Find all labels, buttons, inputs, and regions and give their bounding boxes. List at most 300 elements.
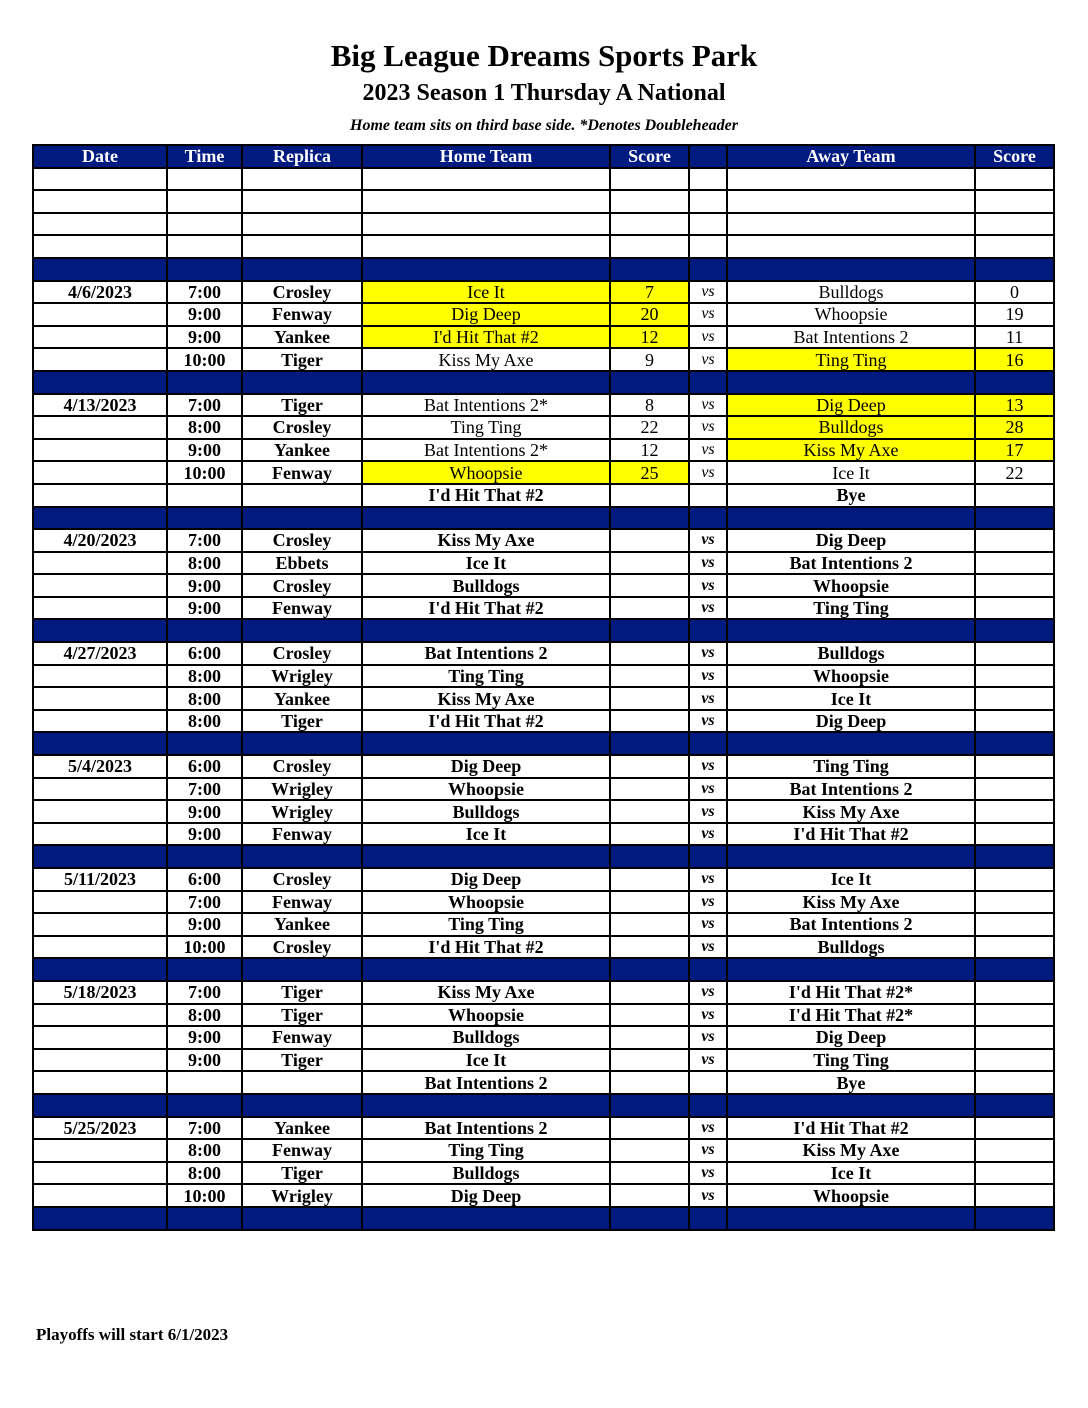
game-date: 5/18/2023: [33, 981, 167, 1004]
away-score: 16: [975, 348, 1054, 371]
away-team: Ice It: [727, 1162, 975, 1185]
vs-label: vs: [689, 348, 727, 371]
away-score: [975, 755, 1054, 778]
game-date: [33, 552, 167, 575]
away-score: [975, 484, 1054, 507]
home-score: [610, 1071, 689, 1094]
away-score: [975, 891, 1054, 914]
game-row: [33, 303, 1054, 326]
home-team: I'd Hit That #2: [362, 326, 610, 349]
home-team: Whoopsie: [362, 778, 610, 801]
schedule-note: Home team sits on third base side. *Denotes Doubleheader: [350, 117, 738, 134]
away-team: Whoopsie: [727, 1184, 975, 1207]
game-field: Yankee: [242, 1117, 362, 1140]
week-separator: [33, 258, 1054, 281]
game-date: [33, 1184, 167, 1207]
week-separator: [33, 732, 1054, 755]
away-score: [975, 597, 1054, 620]
game-time: 10:00: [167, 1184, 242, 1207]
home-team: Kiss My Axe: [362, 687, 610, 710]
vs-label: vs: [689, 281, 727, 304]
away-team: Ting Ting: [727, 755, 975, 778]
col-header-time: Time: [167, 145, 242, 168]
playoffs-note: Playoffs will start 6/1/2023: [36, 1325, 229, 1344]
col-header-away-score: Score: [975, 145, 1054, 168]
away-team: Whoopsie: [727, 574, 975, 597]
home-team: Bat Intentions 2: [362, 1117, 610, 1140]
vs-label: vs: [689, 461, 727, 484]
game-row: [33, 574, 1054, 597]
vs-label: vs: [689, 642, 727, 665]
vs-label: vs: [689, 936, 727, 959]
home-team: Bulldogs: [362, 800, 610, 823]
week-separator: [33, 958, 1054, 981]
away-score: [975, 1117, 1054, 1140]
home-team: Ice It: [362, 552, 610, 575]
game-row: [33, 484, 1054, 507]
game-date: [33, 484, 167, 507]
page-subtitle: 2023 Season 1 Thursday A National: [362, 80, 726, 106]
game-row: [33, 281, 1054, 304]
empty-row: [33, 168, 1054, 191]
game-row: [33, 597, 1054, 620]
home-score: [610, 687, 689, 710]
home-score: 25: [610, 461, 689, 484]
away-team: Ice It: [727, 687, 975, 710]
game-time: 9:00: [167, 303, 242, 326]
game-field: Crosley: [242, 755, 362, 778]
game-time: 9:00: [167, 1049, 242, 1072]
away-score: 22: [975, 461, 1054, 484]
away-score: [975, 868, 1054, 891]
game-time: 7:00: [167, 529, 242, 552]
game-time: 7:00: [167, 1117, 242, 1140]
home-team: Dig Deep: [362, 303, 610, 326]
away-team: Dig Deep: [727, 710, 975, 733]
away-score: [975, 913, 1054, 936]
away-score: [975, 1004, 1054, 1027]
away-team: Ice It: [727, 868, 975, 891]
home-team: Ice It: [362, 823, 610, 846]
game-date: [33, 1162, 167, 1185]
home-team: Bat Intentions 2*: [362, 394, 610, 417]
away-score: 0: [975, 281, 1054, 304]
vs-label: vs: [689, 1139, 727, 1162]
game-row: [33, 1004, 1054, 1027]
game-time: 9:00: [167, 800, 242, 823]
home-score: 7: [610, 281, 689, 304]
away-team: Dig Deep: [727, 394, 975, 417]
vs-label: vs: [689, 552, 727, 575]
away-score: [975, 1026, 1054, 1049]
game-row: [33, 348, 1054, 371]
home-team: Whoopsie: [362, 891, 610, 914]
home-score: [610, 1162, 689, 1185]
game-row: [33, 1049, 1054, 1072]
home-score: [610, 484, 689, 507]
game-row: [33, 1026, 1054, 1049]
game-field: Wrigley: [242, 1184, 362, 1207]
game-field: Fenway: [242, 1026, 362, 1049]
away-team: I'd Hit That #2*: [727, 1004, 975, 1027]
game-row: [33, 1139, 1054, 1162]
game-date: 4/13/2023: [33, 394, 167, 417]
game-row: [33, 800, 1054, 823]
game-time: 8:00: [167, 1004, 242, 1027]
vs-label: [689, 1071, 727, 1094]
home-score: 9: [610, 348, 689, 371]
game-row: [33, 1117, 1054, 1140]
away-score: [975, 642, 1054, 665]
game-date: 5/4/2023: [33, 755, 167, 778]
game-date: [33, 1139, 167, 1162]
game-row: [33, 552, 1054, 575]
home-score: [610, 755, 689, 778]
away-team: Whoopsie: [727, 303, 975, 326]
schedule-body: [33, 168, 1054, 1230]
game-field: Yankee: [242, 913, 362, 936]
game-time: 10:00: [167, 936, 242, 959]
home-team: Ice It: [362, 1049, 610, 1072]
game-date: [33, 574, 167, 597]
away-score: [975, 823, 1054, 846]
vs-label: vs: [689, 800, 727, 823]
game-field: Crosley: [242, 281, 362, 304]
game-field: Crosley: [242, 642, 362, 665]
game-field: Wrigley: [242, 800, 362, 823]
game-field: Fenway: [242, 303, 362, 326]
game-time: [167, 1071, 242, 1094]
home-score: [610, 868, 689, 891]
vs-label: vs: [689, 710, 727, 733]
game-field: Tiger: [242, 348, 362, 371]
home-score: [610, 552, 689, 575]
away-team: Dig Deep: [727, 529, 975, 552]
away-score: [975, 800, 1054, 823]
game-time: 8:00: [167, 710, 242, 733]
game-field: Yankee: [242, 439, 362, 462]
col-header-vs: [689, 145, 727, 168]
game-field: Tiger: [242, 1162, 362, 1185]
home-score: [610, 1026, 689, 1049]
away-team: Bulldogs: [727, 936, 975, 959]
home-score: 12: [610, 326, 689, 349]
game-time: 9:00: [167, 823, 242, 846]
game-date: 4/20/2023: [33, 529, 167, 552]
game-date: [33, 665, 167, 688]
away-team: I'd Hit That #2: [727, 823, 975, 846]
game-date: [33, 687, 167, 710]
game-date: [33, 1049, 167, 1072]
home-score: 12: [610, 439, 689, 462]
away-score: 17: [975, 439, 1054, 462]
game-date: [33, 936, 167, 959]
away-score: [975, 1162, 1054, 1185]
home-score: [610, 1004, 689, 1027]
game-row: [33, 642, 1054, 665]
home-score: [610, 800, 689, 823]
game-time: 7:00: [167, 981, 242, 1004]
home-score: [610, 913, 689, 936]
home-team: Bulldogs: [362, 574, 610, 597]
game-field: Crosley: [242, 936, 362, 959]
home-score: [610, 1117, 689, 1140]
vs-label: vs: [689, 574, 727, 597]
game-date: [33, 439, 167, 462]
game-date: [33, 1071, 167, 1094]
away-team: Ting Ting: [727, 348, 975, 371]
empty-row: [33, 235, 1054, 258]
home-score: 20: [610, 303, 689, 326]
vs-label: vs: [689, 597, 727, 620]
game-time: 9:00: [167, 913, 242, 936]
away-team: Bat Intentions 2: [727, 778, 975, 801]
game-date: [33, 348, 167, 371]
home-score: [610, 823, 689, 846]
game-date: [33, 800, 167, 823]
game-date: [33, 326, 167, 349]
game-row: [33, 755, 1054, 778]
home-team: Bulldogs: [362, 1162, 610, 1185]
page-title: Big League Dreams Sports Park: [330, 38, 758, 73]
home-score: [610, 642, 689, 665]
away-score: [975, 529, 1054, 552]
game-date: [33, 597, 167, 620]
away-score: [975, 1049, 1054, 1072]
home-score: [610, 936, 689, 959]
game-row: [33, 665, 1054, 688]
home-team: Ting Ting: [362, 913, 610, 936]
game-time: 6:00: [167, 868, 242, 891]
away-team: Bye: [727, 484, 975, 507]
home-score: [610, 891, 689, 914]
game-time: 7:00: [167, 281, 242, 304]
game-field: Fenway: [242, 597, 362, 620]
game-field: Tiger: [242, 394, 362, 417]
vs-label: vs: [689, 755, 727, 778]
home-team: I'd Hit That #2: [362, 936, 610, 959]
game-field: Fenway: [242, 823, 362, 846]
home-team: Whoopsie: [362, 1004, 610, 1027]
away-score: [975, 687, 1054, 710]
home-score: [610, 1184, 689, 1207]
week-separator: [33, 1207, 1054, 1230]
game-time: 7:00: [167, 394, 242, 417]
vs-label: vs: [689, 1026, 727, 1049]
home-team: Bulldogs: [362, 1026, 610, 1049]
game-date: [33, 461, 167, 484]
away-team: Kiss My Axe: [727, 1139, 975, 1162]
away-score: [975, 1139, 1054, 1162]
home-score: [610, 778, 689, 801]
header-row: [33, 145, 1054, 168]
away-team: Kiss My Axe: [727, 439, 975, 462]
home-score: [610, 1139, 689, 1162]
game-date: [33, 710, 167, 733]
vs-label: vs: [689, 439, 727, 462]
game-row: [33, 529, 1054, 552]
game-field: Crosley: [242, 868, 362, 891]
away-team: Bat Intentions 2: [727, 552, 975, 575]
home-team: I'd Hit That #2: [362, 597, 610, 620]
game-field: Yankee: [242, 326, 362, 349]
game-row: [33, 1184, 1054, 1207]
game-row: [33, 1162, 1054, 1185]
game-time: 8:00: [167, 665, 242, 688]
col-header-away-team: Away Team: [727, 145, 975, 168]
home-team: Whoopsie: [362, 461, 610, 484]
game-row: [33, 981, 1054, 1004]
home-team: I'd Hit That #2: [362, 484, 610, 507]
game-field: Wrigley: [242, 665, 362, 688]
away-score: [975, 552, 1054, 575]
vs-label: vs: [689, 868, 727, 891]
home-score: [610, 1049, 689, 1072]
vs-label: vs: [689, 981, 727, 1004]
game-field: Fenway: [242, 1139, 362, 1162]
col-header-replica: Replica: [242, 145, 362, 168]
game-field: Tiger: [242, 1004, 362, 1027]
home-team: Kiss My Axe: [362, 981, 610, 1004]
away-team: Ice It: [727, 461, 975, 484]
away-score: [975, 1071, 1054, 1094]
game-row: [33, 461, 1054, 484]
col-header-home-score: Score: [610, 145, 689, 168]
game-field: Crosley: [242, 416, 362, 439]
game-row: [33, 394, 1054, 417]
game-time: 8:00: [167, 416, 242, 439]
vs-label: [689, 484, 727, 507]
week-separator: [33, 619, 1054, 642]
away-score: 13: [975, 394, 1054, 417]
home-score: [610, 981, 689, 1004]
home-team: I'd Hit That #2: [362, 710, 610, 733]
home-team: Ting Ting: [362, 665, 610, 688]
away-team: Bat Intentions 2: [727, 913, 975, 936]
week-separator: [33, 1094, 1054, 1117]
home-team: Dig Deep: [362, 755, 610, 778]
game-time: 10:00: [167, 348, 242, 371]
game-row: [33, 439, 1054, 462]
away-team: Kiss My Axe: [727, 891, 975, 914]
away-team: Ting Ting: [727, 1049, 975, 1072]
home-team: Kiss My Axe: [362, 348, 610, 371]
vs-label: vs: [689, 416, 727, 439]
game-row: [33, 868, 1054, 891]
game-row: [33, 687, 1054, 710]
home-team: Bat Intentions 2: [362, 1071, 610, 1094]
schedule-table: [32, 144, 1055, 1231]
game-date: [33, 1026, 167, 1049]
vs-label: vs: [689, 394, 727, 417]
home-team: Kiss My Axe: [362, 529, 610, 552]
game-time: 8:00: [167, 687, 242, 710]
game-time: 9:00: [167, 326, 242, 349]
game-time: 6:00: [167, 755, 242, 778]
game-time: 7:00: [167, 778, 242, 801]
home-team: Ting Ting: [362, 416, 610, 439]
away-score: [975, 1184, 1054, 1207]
empty-row: [33, 213, 1054, 236]
away-score: 11: [975, 326, 1054, 349]
away-team: Ting Ting: [727, 597, 975, 620]
vs-label: vs: [689, 303, 727, 326]
vs-label: vs: [689, 1004, 727, 1027]
game-field: Crosley: [242, 574, 362, 597]
game-field: Crosley: [242, 529, 362, 552]
vs-label: vs: [689, 1184, 727, 1207]
away-score: [975, 665, 1054, 688]
game-date: 4/27/2023: [33, 642, 167, 665]
game-time: 10:00: [167, 461, 242, 484]
game-row: [33, 1071, 1054, 1094]
game-time: 8:00: [167, 1162, 242, 1185]
game-row: [33, 891, 1054, 914]
game-date: [33, 416, 167, 439]
home-score: [610, 710, 689, 733]
home-team: Bat Intentions 2*: [362, 439, 610, 462]
vs-label: vs: [689, 891, 727, 914]
game-time: 9:00: [167, 597, 242, 620]
vs-label: vs: [689, 1162, 727, 1185]
game-row: [33, 913, 1054, 936]
vs-label: vs: [689, 778, 727, 801]
game-row: [33, 326, 1054, 349]
game-field: [242, 1071, 362, 1094]
game-time: 9:00: [167, 439, 242, 462]
game-field: Tiger: [242, 1049, 362, 1072]
game-field: Wrigley: [242, 778, 362, 801]
away-team: Bat Intentions 2: [727, 326, 975, 349]
game-date: [33, 1004, 167, 1027]
home-team: Ice It: [362, 281, 610, 304]
home-team: Dig Deep: [362, 1184, 610, 1207]
home-score: [610, 597, 689, 620]
game-field: Fenway: [242, 461, 362, 484]
away-score: 19: [975, 303, 1054, 326]
week-separator: [33, 371, 1054, 394]
game-time: 9:00: [167, 574, 242, 597]
vs-label: vs: [689, 687, 727, 710]
game-time: 6:00: [167, 642, 242, 665]
game-field: Tiger: [242, 710, 362, 733]
away-score: [975, 981, 1054, 1004]
game-field: Fenway: [242, 891, 362, 914]
vs-label: vs: [689, 1117, 727, 1140]
away-score: [975, 778, 1054, 801]
away-team: Dig Deep: [727, 1026, 975, 1049]
away-score: [975, 710, 1054, 733]
home-team: Ting Ting: [362, 1139, 610, 1162]
home-team: Dig Deep: [362, 868, 610, 891]
game-time: [167, 484, 242, 507]
vs-label: vs: [689, 326, 727, 349]
home-score: 8: [610, 394, 689, 417]
game-row: [33, 823, 1054, 846]
vs-label: vs: [689, 823, 727, 846]
game-row: [33, 416, 1054, 439]
game-date: [33, 913, 167, 936]
game-time: 8:00: [167, 1139, 242, 1162]
col-header-home-team: Home Team: [362, 145, 610, 168]
vs-label: vs: [689, 913, 727, 936]
away-team: I'd Hit That #2: [727, 1117, 975, 1140]
home-score: 22: [610, 416, 689, 439]
vs-label: vs: [689, 665, 727, 688]
week-separator: [33, 845, 1054, 868]
away-team: Bulldogs: [727, 416, 975, 439]
away-team: Kiss My Axe: [727, 800, 975, 823]
